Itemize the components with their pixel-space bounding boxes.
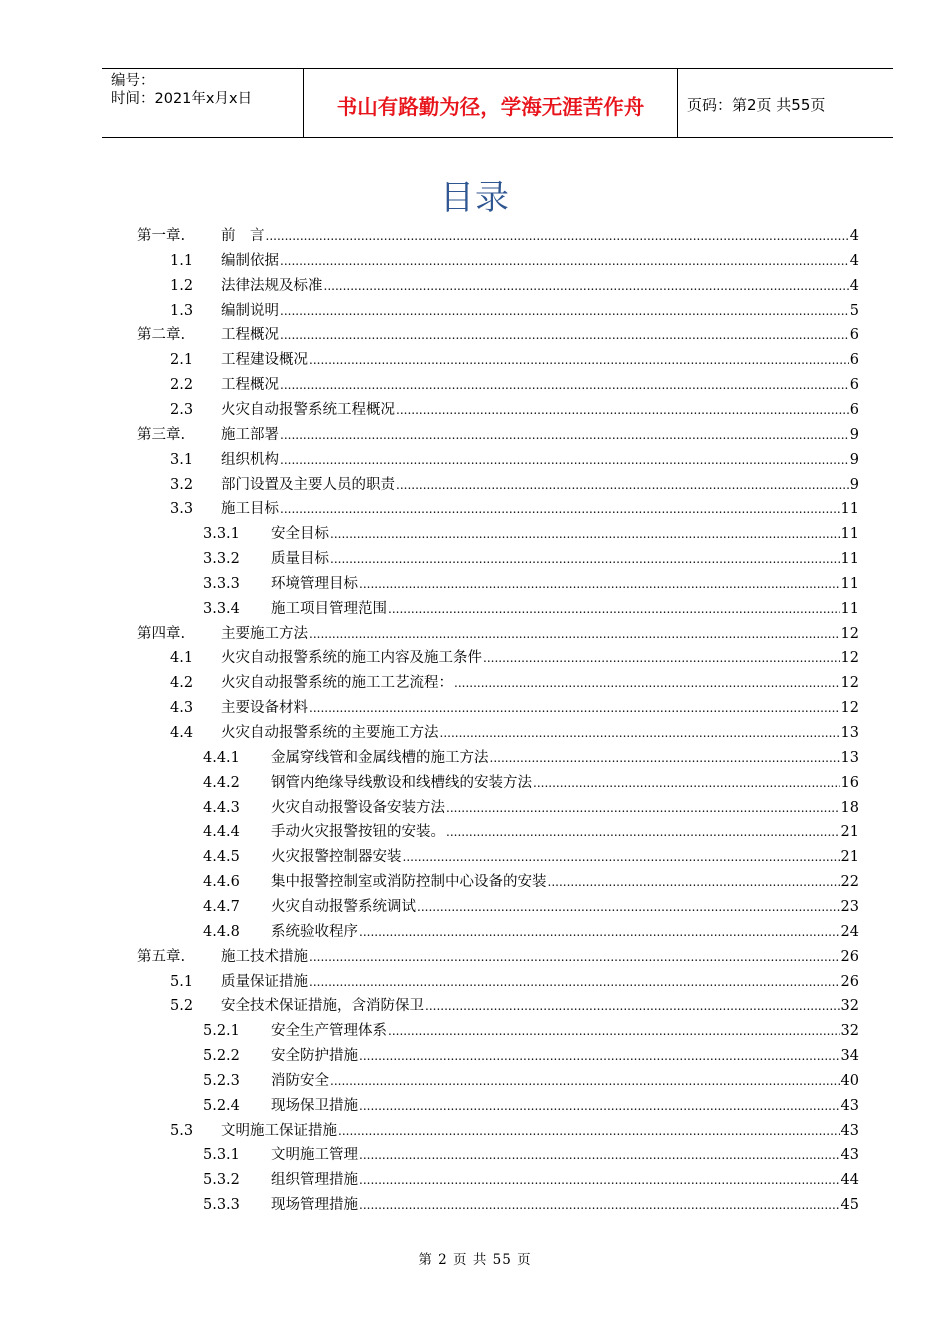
toc-entry-page: 5 — [849, 302, 859, 319]
page-footer: 第 2 页 共 55 页 — [418, 1252, 532, 1268]
toc-entry-number: 4.4.7 — [203, 898, 240, 915]
toc-entry-page: 11 — [840, 575, 859, 592]
toc-leader-dots — [266, 227, 849, 245]
toc-entry-page: 6 — [849, 401, 859, 418]
toc-leader-dots — [309, 625, 840, 643]
toc-leader-dots — [440, 724, 840, 742]
toc-entry-page: 6 — [849, 327, 859, 344]
toc-leader-dots — [359, 1146, 840, 1164]
toc-entry-number: 4.4.1 — [203, 749, 240, 766]
toc-entry[interactable] — [0, 796, 950, 820]
toc-entry-title: 部门设置及主要人员的职责 — [221, 476, 395, 493]
toc-entry-number: 4.4.3 — [203, 799, 240, 816]
toc-entry-number: 3.3.3 — [203, 575, 240, 592]
toc-entry-page: 4 — [849, 252, 859, 269]
toc-leader-dots — [330, 1072, 840, 1090]
toc-leader-dots — [330, 550, 840, 568]
toc-entry-page: 32 — [840, 998, 859, 1015]
toc-entry-number: 4.2 — [170, 675, 194, 692]
toc-entry-title: 组织管理措施 — [271, 1172, 358, 1189]
toc-entry-number: 5.2.2 — [203, 1048, 240, 1065]
toc-entry[interactable] — [0, 845, 950, 869]
toc-entry-title: 施工项目管理范围 — [271, 600, 387, 617]
toc-entry-page: 11 — [840, 526, 859, 543]
toc-entry-title: 环境管理目标 — [271, 575, 358, 592]
toc-entry[interactable] — [0, 945, 950, 969]
toc-leader-dots — [533, 774, 840, 792]
toc-entry-number: 5.2.1 — [203, 1023, 240, 1040]
toc-entry[interactable] — [0, 274, 950, 298]
toc-entry-page: 45 — [840, 1197, 859, 1214]
toc-entry-number: 4.4.2 — [203, 774, 240, 791]
toc-entry-page: 18 — [840, 799, 859, 816]
toc-entry[interactable] — [0, 696, 950, 720]
toc-leader-dots — [280, 426, 849, 444]
toc-entry-page: 16 — [840, 774, 859, 791]
toc-entry-title: 编制依据 — [221, 252, 279, 269]
toc-entry-number: 5.3.1 — [203, 1147, 240, 1164]
toc-entry-page: 11 — [840, 501, 859, 518]
toc-entry-title: 火灾自动报警系统的施工工艺流程： — [221, 675, 453, 692]
toc-leader-dots — [309, 351, 849, 369]
toc-entry-title: 前 言 — [221, 228, 265, 244]
toc-leader-dots — [280, 302, 849, 320]
toc-entry-number: 3.3.1 — [203, 526, 240, 543]
toc-entry-number: 1.1 — [170, 252, 194, 269]
toc-entry-number: 4.4 — [170, 725, 194, 741]
toc-entry[interactable] — [0, 423, 950, 447]
toc-leader-dots — [338, 1122, 840, 1140]
toc-entry-title: 现场保卫措施 — [271, 1097, 358, 1114]
toc-entry-title: 火灾自动报警设备安装方法 — [271, 799, 445, 816]
toc-entry[interactable] — [0, 1094, 950, 1118]
toc-entry-title: 消防安全 — [271, 1072, 329, 1089]
header-time-label: 时间：2021年x月x日 — [111, 91, 253, 107]
toc-entry[interactable] — [0, 398, 950, 422]
toc-leader-dots — [309, 973, 840, 991]
toc-leader-dots — [359, 1196, 840, 1214]
toc-entry-title: 火灾自动报警系统工程概况 — [221, 401, 395, 418]
toc-entry-title: 金属穿线管和金属线槽的施工方法 — [271, 749, 489, 766]
toc-entry[interactable] — [0, 1069, 950, 1093]
toc-entry[interactable] — [0, 870, 950, 894]
toc-entry-number: 第三章. — [137, 426, 186, 443]
toc-entry-title: 手动火灾报警按钮的安装。 — [271, 824, 445, 841]
toc-leader-dots — [388, 1022, 840, 1040]
toc-entry-page: 32 — [840, 1023, 859, 1040]
toc-entry-page: 12 — [840, 700, 859, 717]
toc-entry-number: 2.2 — [170, 377, 194, 394]
toc-entry-page: 12 — [840, 625, 859, 642]
toc-entry-page: 9 — [849, 451, 859, 468]
toc-leader-dots — [280, 252, 849, 270]
toc-entry-title: 安全生产管理体系 — [271, 1023, 387, 1040]
toc-entry[interactable] — [0, 1044, 950, 1068]
header-motto: 书山有路勤为径，学海无涯苦作舟 — [304, 69, 678, 137]
toc-entry[interactable] — [0, 597, 950, 621]
toc-entry-title: 安全目标 — [271, 526, 329, 543]
toc-entry[interactable] — [0, 249, 950, 273]
toc-leader-dots — [359, 1047, 840, 1065]
toc-entry-title: 集中报警控制室或消防控制中心设备的安装 — [271, 874, 547, 891]
toc-leader-dots — [280, 451, 849, 469]
toc-leader-dots — [388, 600, 840, 618]
toc-entry-title: 质量保证措施 — [221, 973, 308, 990]
header-meta — [102, 69, 304, 137]
toc-entry[interactable] — [0, 473, 950, 497]
toc-entry-title: 文明施工管理 — [271, 1147, 358, 1164]
toc-entry[interactable] — [0, 323, 950, 347]
toc-entry-number: 3.3.2 — [203, 551, 240, 568]
toc-entry-page: 23 — [840, 898, 859, 915]
toc-entry-title: 主要设备材料 — [221, 700, 308, 717]
toc-entry[interactable] — [0, 1193, 950, 1217]
toc-leader-dots — [280, 376, 849, 394]
toc-leader-dots — [330, 525, 840, 543]
toc-entry[interactable] — [0, 820, 950, 844]
toc-entry-page: 4 — [849, 228, 859, 244]
toc-leader-dots — [396, 401, 849, 419]
toc-entry-page: 26 — [840, 973, 859, 990]
toc-entry[interactable] — [0, 448, 950, 472]
toc-entry-page: 12 — [840, 650, 859, 667]
toc-leader-dots — [483, 649, 840, 667]
toc-entry[interactable] — [0, 970, 950, 994]
toc-entry-number: 2.3 — [170, 401, 194, 418]
toc-entry-number: 第四章. — [137, 625, 186, 642]
toc-leader-dots — [359, 1171, 840, 1189]
toc-entry[interactable] — [0, 1019, 950, 1043]
toc-entry-number: 4.4.8 — [203, 923, 240, 940]
toc-leader-dots — [490, 749, 840, 767]
toc-entry-title: 火灾自动报警系统调试 — [271, 898, 416, 915]
toc-entry-number: 3.3.4 — [203, 600, 240, 617]
toc-entry[interactable] — [0, 1119, 950, 1143]
toc-entry-page: 26 — [840, 948, 859, 965]
toc-entry-page: 43 — [840, 1122, 859, 1139]
toc-entry-title: 火灾自动报警系统的主要施工方法 — [221, 725, 439, 741]
toc-entry[interactable] — [0, 994, 950, 1018]
toc-leader-dots — [446, 823, 840, 841]
toc-entry-page: 40 — [840, 1072, 859, 1089]
toc-entry-page: 13 — [840, 725, 859, 741]
toc-entry[interactable] — [0, 572, 950, 596]
toc-leader-dots — [417, 898, 840, 916]
toc-entry-title: 组织机构 — [221, 451, 279, 468]
toc-entry-page: 21 — [840, 824, 859, 841]
toc-leader-dots — [454, 674, 840, 692]
toc-entry-title: 系统验收程序 — [271, 923, 358, 940]
toc-entry-number: 2.1 — [170, 352, 194, 369]
toc-leader-dots — [309, 699, 840, 717]
toc-entry-number: 5.3.2 — [203, 1172, 240, 1189]
toc-entry-number: 第二章. — [137, 327, 186, 344]
toc-entry-title: 工程概况 — [221, 377, 279, 394]
toc-entry[interactable] — [0, 622, 950, 646]
toc-leader-dots — [359, 923, 840, 941]
toc-entry[interactable] — [0, 348, 950, 372]
toc-leader-dots — [359, 1097, 840, 1115]
toc-leader-dots — [403, 848, 840, 866]
toc-entry[interactable] — [0, 547, 950, 571]
toc-entry-number: 5.3 — [170, 1122, 194, 1139]
toc-entry[interactable] — [0, 771, 950, 795]
toc-entry-number: 3.3 — [170, 501, 194, 518]
toc-entry-page: 24 — [840, 923, 859, 940]
toc-entry-number: 1.3 — [170, 302, 194, 319]
toc-entry-title: 工程建设概况 — [221, 352, 308, 369]
toc-leader-dots — [359, 575, 840, 593]
toc-entry-title: 施工技术措施 — [221, 948, 308, 965]
toc-entry-number: 4.4.4 — [203, 824, 240, 841]
toc-entry[interactable] — [0, 646, 950, 670]
toc-entry-title: 施工部署 — [221, 426, 279, 443]
toc-leader-dots — [309, 948, 840, 966]
toc-entry-title: 火灾自动报警系统的施工内容及施工条件 — [221, 650, 482, 667]
page-header — [102, 68, 893, 138]
toc-entry-title: 火灾报警控制器安装 — [271, 849, 402, 866]
toc-entry-title: 质量目标 — [271, 551, 329, 568]
toc-entry-number: 1.2 — [170, 277, 194, 294]
toc-entry-number: 3.2 — [170, 476, 194, 493]
toc-entry-page: 9 — [849, 426, 859, 443]
page-title: 目录 — [440, 178, 510, 218]
toc-entry-title: 现场管理措施 — [271, 1197, 358, 1214]
toc-entry-number: 3.1 — [170, 451, 194, 468]
toc-leader-dots — [324, 277, 849, 295]
toc-entry[interactable] — [0, 373, 950, 397]
toc-entry-number: 4.4.6 — [203, 874, 240, 891]
toc-entry[interactable] — [0, 671, 950, 695]
toc-entry-page: 44 — [840, 1172, 859, 1189]
toc-leader-dots — [396, 476, 849, 494]
toc-entry[interactable] — [0, 1168, 950, 1192]
toc-entry-title: 编制说明 — [221, 302, 279, 319]
toc-entry[interactable] — [0, 497, 950, 521]
toc-entry-page: 11 — [840, 600, 859, 617]
toc-leader-dots — [425, 997, 840, 1015]
toc-entry-page: 11 — [840, 551, 859, 568]
toc-entry-number: 5.2 — [170, 998, 194, 1015]
toc-entry-title: 施工目标 — [221, 501, 279, 518]
toc-leader-dots — [548, 873, 840, 891]
toc-entry-number: 第五章. — [137, 948, 186, 965]
toc-entry-number: 4.3 — [170, 700, 194, 717]
toc-entry-page: 4 — [849, 277, 859, 294]
toc-entry-number: 第一章. — [137, 228, 186, 244]
toc-entry-number: 5.3.3 — [203, 1197, 240, 1214]
toc-entry[interactable] — [0, 224, 950, 248]
toc-entry[interactable] — [0, 920, 950, 944]
toc-entry[interactable] — [0, 1143, 950, 1167]
toc-entry-number: 5.2.3 — [203, 1072, 240, 1089]
toc-entry-title: 安全防护措施 — [271, 1048, 358, 1065]
toc-entry-title: 工程概况 — [221, 327, 279, 344]
toc-entry-number: 4.1 — [170, 650, 194, 667]
toc-entry-page: 6 — [849, 352, 859, 369]
toc-entry-title: 法律法规及标准 — [221, 277, 323, 294]
header-page-info: 页码：第2页 共55页 — [687, 95, 826, 114]
toc-entry-page: 34 — [840, 1048, 859, 1065]
toc-entry-title: 钢管内绝缘导线敷设和线槽线的安装方法 — [271, 774, 532, 791]
toc-entry-page: 43 — [840, 1097, 859, 1114]
toc-entry[interactable] — [0, 721, 950, 745]
toc-entry-page: 12 — [840, 675, 859, 692]
toc-entry-page: 13 — [840, 749, 859, 766]
toc-entry-page: 43 — [840, 1147, 859, 1164]
toc-leader-dots — [280, 500, 840, 518]
toc-entry[interactable] — [0, 746, 950, 770]
toc-leader-dots — [280, 326, 849, 344]
toc-entry[interactable] — [0, 522, 950, 546]
toc-entry-title: 安全技术保证措施，含消防保卫 — [221, 998, 424, 1015]
toc-entry[interactable] — [0, 299, 950, 323]
toc-entry-number: 5.2.4 — [203, 1097, 240, 1114]
toc-entry-title: 主要施工方法 — [221, 625, 308, 642]
toc-entry-number: 4.4.5 — [203, 849, 240, 866]
toc-entry-page: 21 — [840, 849, 859, 866]
toc-entry-page: 22 — [840, 874, 859, 891]
toc-entry-title: 文明施工保证措施 — [221, 1122, 337, 1139]
toc-entry[interactable] — [0, 895, 950, 919]
toc-entry-page: 6 — [849, 377, 859, 394]
toc-leader-dots — [446, 799, 840, 817]
toc-entry-page: 9 — [849, 476, 859, 493]
header-number-label: 编号： — [111, 73, 155, 89]
toc-entry-number: 5.1 — [170, 973, 194, 990]
